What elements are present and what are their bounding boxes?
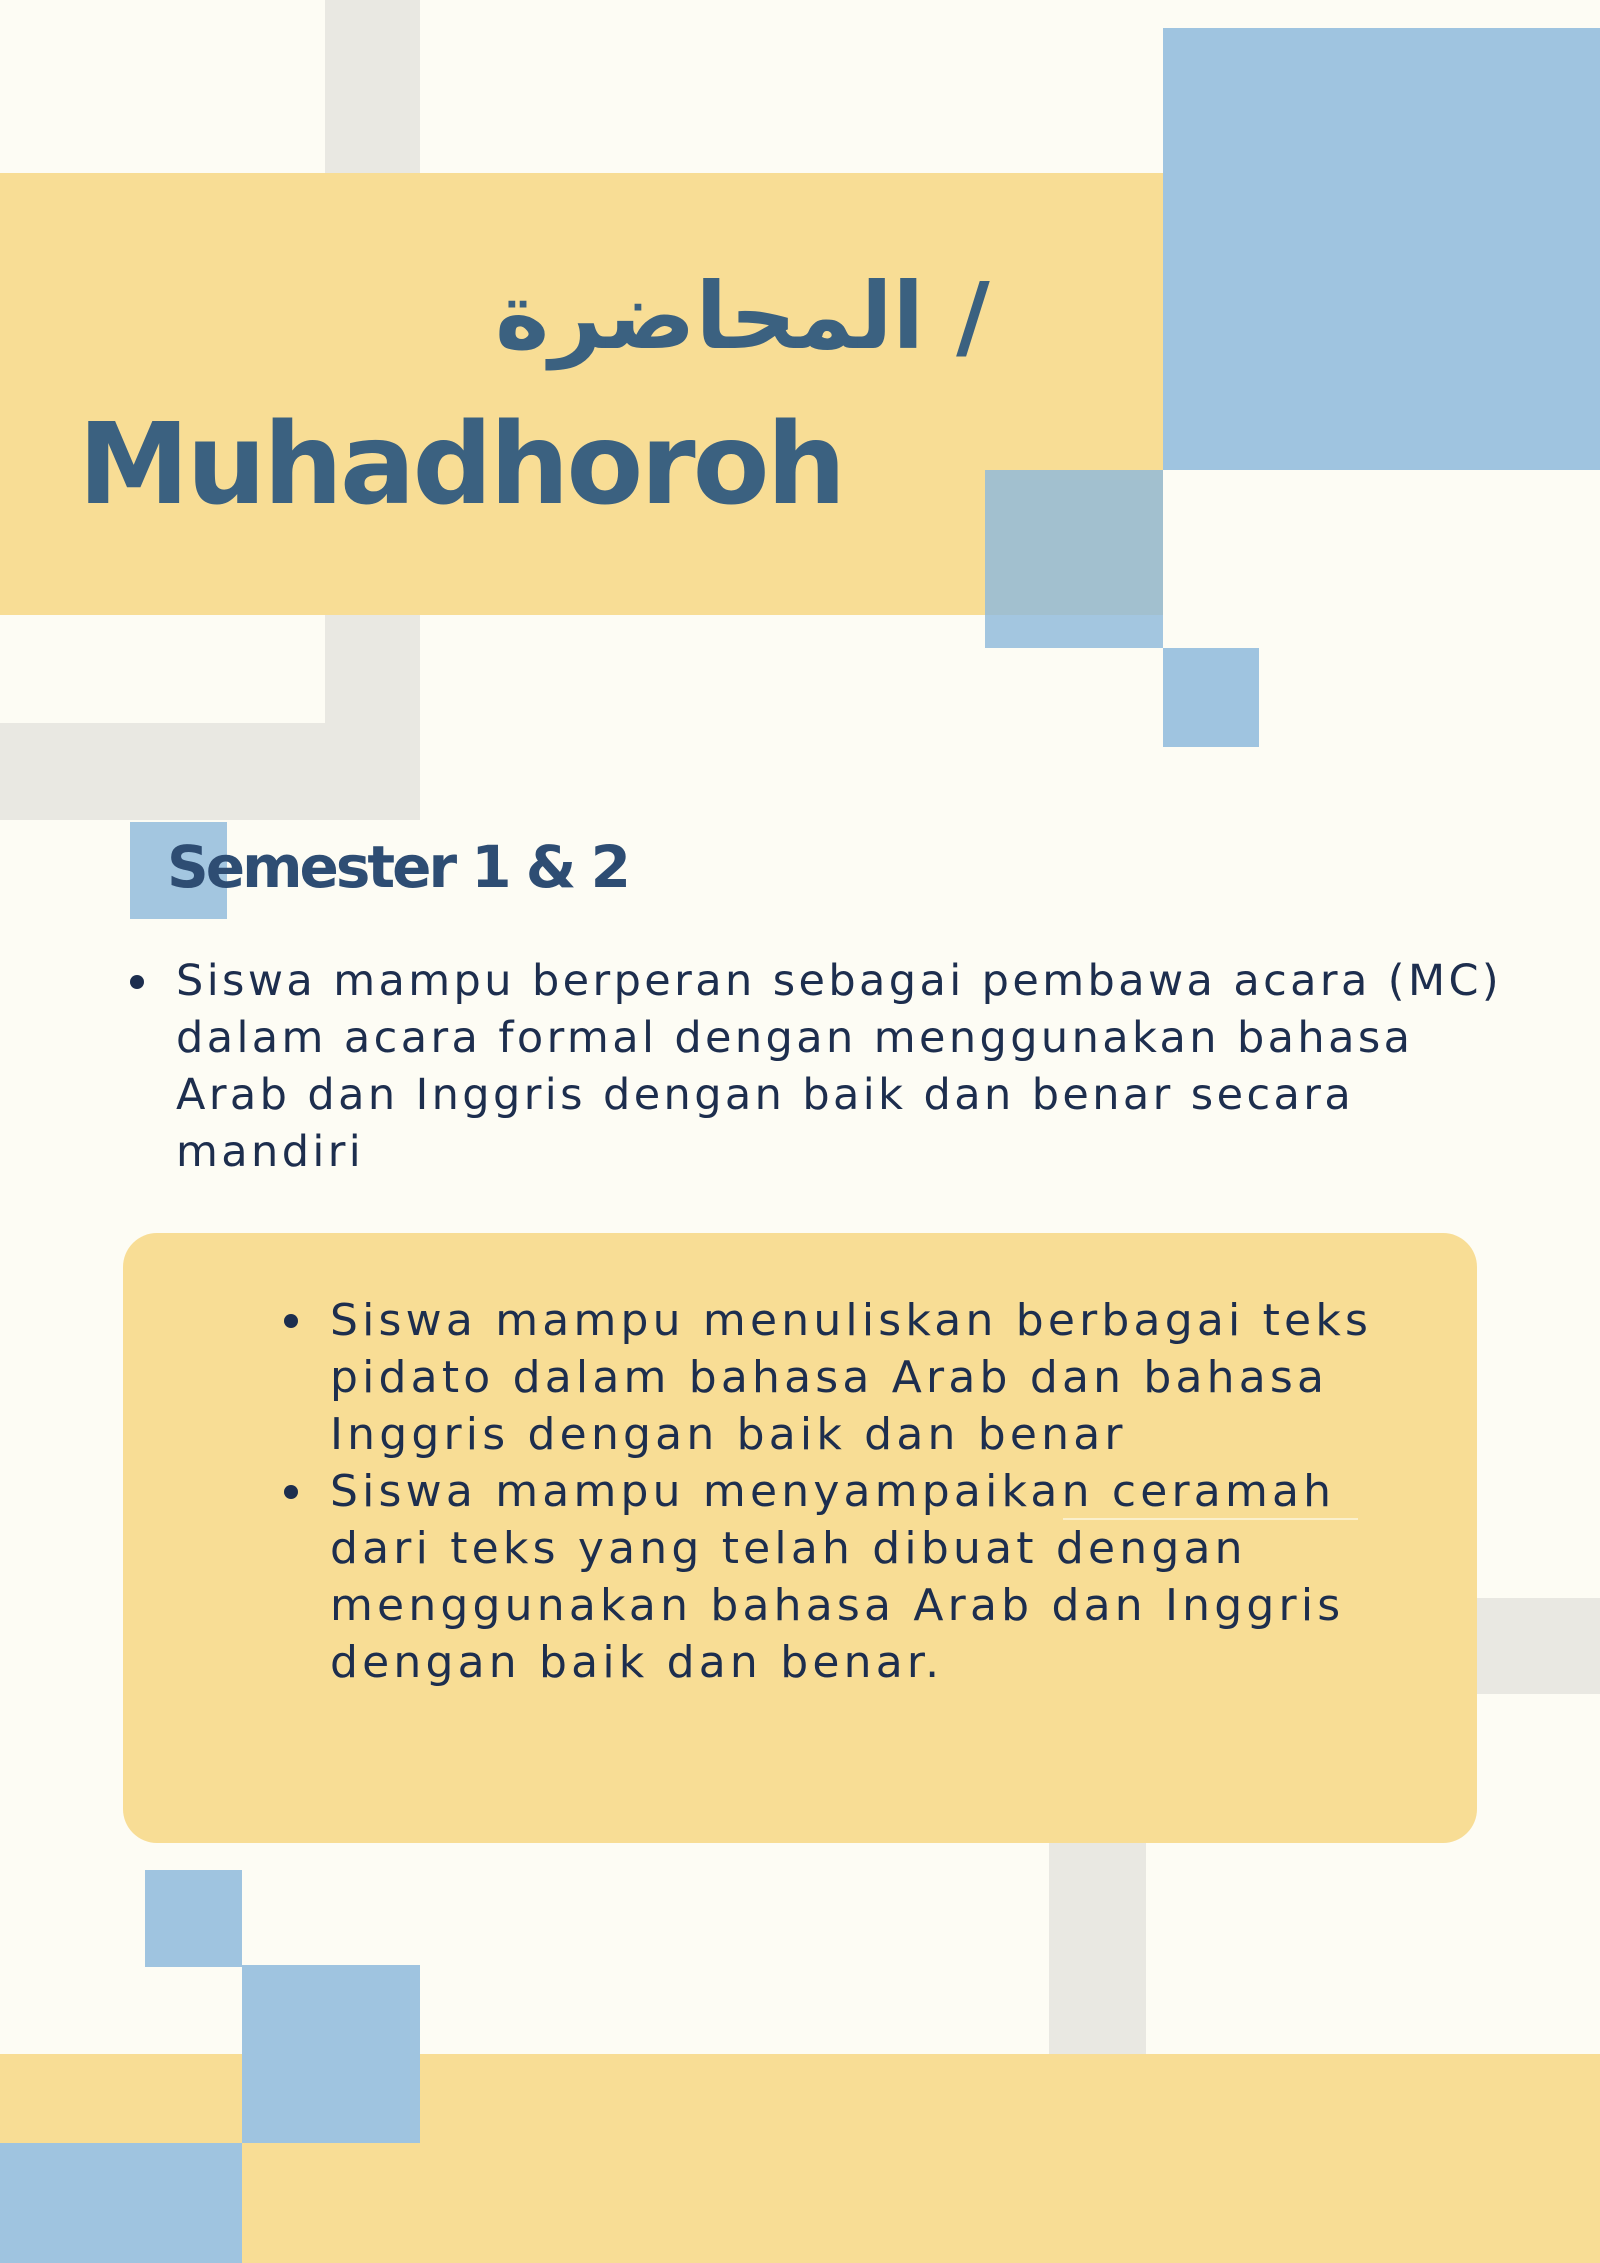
- card-list: [330, 1292, 1380, 1691]
- bullet-icon: [284, 1485, 298, 1499]
- blue-square-footer-1: [145, 1870, 242, 1967]
- list-item-text: Siswa mampu menuliskan berbagai teks pidato dalam bahasa Arab dan bahasa Inggris dengan baik dan benar: [330, 1295, 1373, 1460]
- page-title-arabic: المحاضرة /: [495, 263, 990, 370]
- bullet-icon: [284, 1314, 298, 1328]
- blue-square-footer-2: [242, 1965, 420, 2143]
- page-title-latin: Muhadhoroh: [78, 400, 844, 530]
- list-item-text: Siswa mampu menyampaikan ceramah dari teks yang telah dibuat dengan menggunakan bahasa Arab dan Inggris dengan baik dan benar.: [330, 1466, 1345, 1688]
- grey-horizontal-bar-right: [1476, 1598, 1600, 1694]
- blue-square-medium: [985, 470, 1163, 648]
- blue-square-footer-3: [0, 2143, 242, 2263]
- bullet-icon: [130, 975, 144, 989]
- list-item: [176, 953, 1506, 1181]
- blue-square-large: [1163, 28, 1600, 470]
- objective-list: [176, 953, 1506, 1181]
- grey-horizontal-bar-left: [0, 723, 420, 820]
- blue-square-small: [1163, 648, 1259, 747]
- list-item: [330, 1463, 1380, 1691]
- semester-heading: Semester 1 & 2: [167, 833, 628, 901]
- list-item-text: Siswa mampu berperan sebagai pembawa acara (MC) dalam acara formal dengan menggunakan bahasa Arab dan Inggris dengan baik dan benar secara mandiri: [176, 956, 1503, 1177]
- list-item: [330, 1292, 1380, 1463]
